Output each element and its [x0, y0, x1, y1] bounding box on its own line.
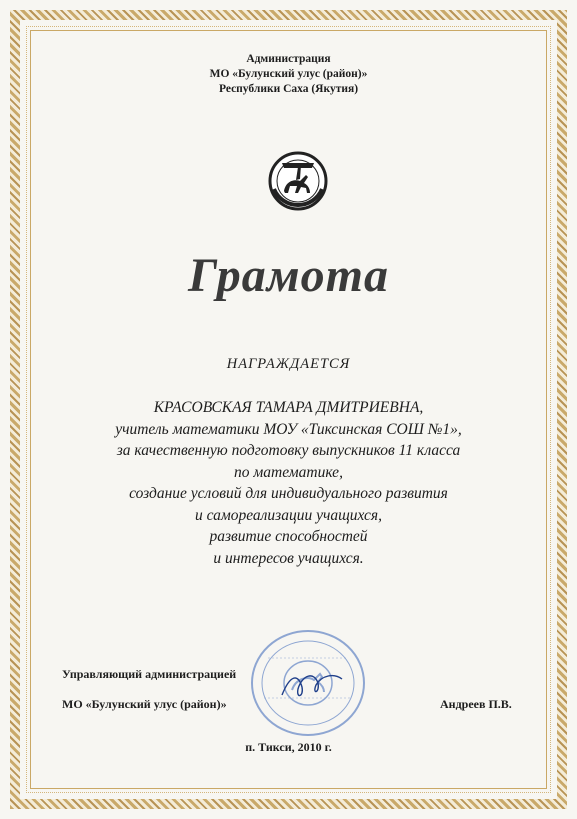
handwritten-signature [278, 665, 348, 705]
recipient-name: КРАСОВСКАЯ ТАМАРА ДМИТРИЕВНА, [153, 399, 424, 416]
award-line: за качественную подготовку выпускников 11 класса [116, 442, 461, 459]
award-line: развитие способностей [209, 528, 368, 545]
header-line-3: Республики Саха (Якутия) [218, 83, 359, 95]
awarded-label: НАГРАЖДАЕТСЯ [226, 356, 351, 372]
award-line: и самореализации учащихся, [194, 506, 383, 524]
issuer-header [0, 52, 577, 97]
award-line: создание условий для индивидуального развития [129, 485, 448, 502]
award-line: по математике, [234, 463, 343, 481]
signer-position-line-2: МО «Булунский улус (район)» [62, 697, 227, 711]
award-line: и интересов учащихся. [213, 549, 364, 567]
coat-of-arms-icon [268, 151, 328, 211]
header-line-2: МО «Булунский улус (район)» [209, 68, 368, 80]
award-text [0, 397, 577, 569]
signer-name: Андреев П.В. [440, 697, 512, 711]
place-and-date: п. Тикси, 2010 г. [245, 740, 332, 754]
award-line: учитель математики МОУ «Тиксинская СОШ №1», [115, 420, 462, 438]
signer-position-line-1: Управляющий администрацией [62, 667, 237, 681]
document-title: Грамота [188, 249, 389, 302]
header-line-1: Администрация [246, 53, 331, 65]
